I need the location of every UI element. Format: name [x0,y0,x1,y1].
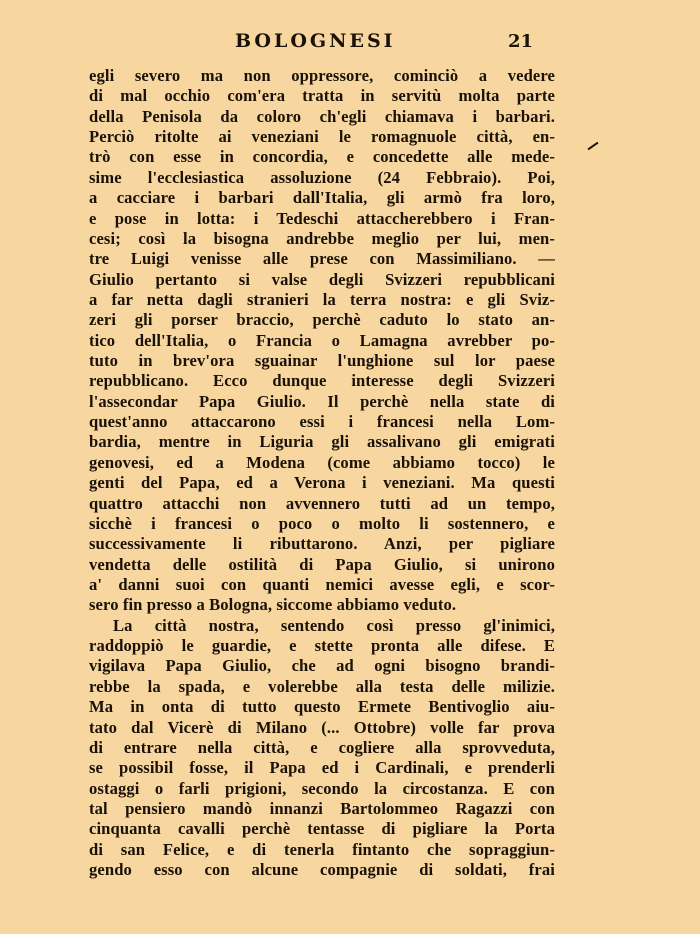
page-header [90,30,570,56]
text-line: di entrare nella città, e cogliere alla sprovveduta, [89,737,555,757]
text-line: tato dal Vicerè di Milano (... Ottobre) volle far prova [89,717,555,737]
text-line: ostaggi o farli prigioni, secondo la circostanza. E con [89,778,555,798]
text-line: di mal occhio com'era tratta in servitù molta parte [89,86,555,106]
text-line: quest'anno attaccarono essi i francesi nella Lom- [89,412,555,432]
text-line: quattro attacchi non avvennero tutti ad un tempo, [89,493,555,513]
text-line: La città nostra, sentendo così presso gl'inimici, [113,615,555,635]
text-line: genti del Papa, ed a Verona i veneziani. Ma questi [89,473,555,493]
text-line: di san Felice, e di tenerla fintanto che sopraggiun- [89,839,555,859]
text-line: rebbe la spada, e volerebbe alla testa delle milizie. [89,676,555,696]
text-line: sicchè i francesi o poco o molto li sostennero, e [89,513,555,533]
text-line: tre Luigi venisse alle prese con Massimiliano. — [89,249,555,269]
text-line: cesi; così la bisogna andrebbe meglio per lui, men- [89,228,555,248]
stray-mark [588,142,599,151]
text-line: raddoppiò le guardie, e stette pronta alle difese. E [89,636,555,656]
text-line: tico dell'Italia, o Francia o Lamagna avrebber po- [89,330,555,350]
text-line: Ma in onta di tutto questo Ermete Bentivoglio aiu- [89,697,555,717]
text-line: a far netta dagli stranieri la terra nostra: e gli Sviz- [89,289,555,309]
text-line: vendetta delle ostilità di Papa Giulio, si unirono [89,554,555,574]
text-line: sime l'ecclesiastica assoluzione (24 Febbraio). Poi, [89,167,555,187]
text-line: l'assecondar Papa Giulio. Il perchè nella state di [89,391,555,411]
text-line: cinquanta cavalli perchè tentasse di pigliare la Porta [89,819,555,839]
page-number: 21 [508,31,534,52]
body-text [89,66,555,880]
text-line: della Penisola da coloro ch'egli chiamava i barbari. [89,106,555,126]
text-line: successivamente li ributtarono. Anzi, per pigliare [89,534,555,554]
text-line: tuto in brev'ora sguainar l'unghione sul lor paese [89,351,555,371]
text-line: sero fin presso a Bologna, siccome abbiamo veduto. [89,595,457,615]
text-line: repubblicano. Ecco dunque interesse degli Svizzeri [89,371,555,391]
text-line: egli severo ma non oppressore, cominciò a vedere [89,66,555,85]
text-line: a' danni suoi con quanti nemici avesse egli, e scor- [89,574,555,594]
text-line: se possibil fosse, il Papa ed i Cardinali, e prenderli [89,758,555,778]
text-line: tal pensiero mandò innanzi Bartolommeo Ragazzi con [89,798,555,818]
text-line: gendo esso con alcune compagnie di soldati, frai [89,860,555,880]
text-line: genovesi, ed a Modena (come abbiamo tocco) le [89,452,555,472]
text-line: Perciò ritolte ai veneziani le romagnuole città, en- [89,127,555,147]
text-line: trò con esse in concordia, e concedette alle mede- [89,147,555,167]
text-line: zeri gli porser braccio, perchè caduto lo stato an- [89,310,555,330]
text-line: a cacciare i barbari dall'Italia, gli armò fra loro, [89,188,555,208]
running-title: BOLOGNESI [235,30,396,52]
text-line: Giulio pertanto si valse degli Svizzeri repubblicani [89,269,555,289]
text-line: vigilava Papa Giulio, che ad ogni bisogno brandi- [89,656,555,676]
text-line: e pose in lotta: i Tedeschi attaccherebbero i Fran- [89,208,555,228]
text-line: bardia, mentre in Liguria gli assalivano gli emigrati [89,432,555,452]
